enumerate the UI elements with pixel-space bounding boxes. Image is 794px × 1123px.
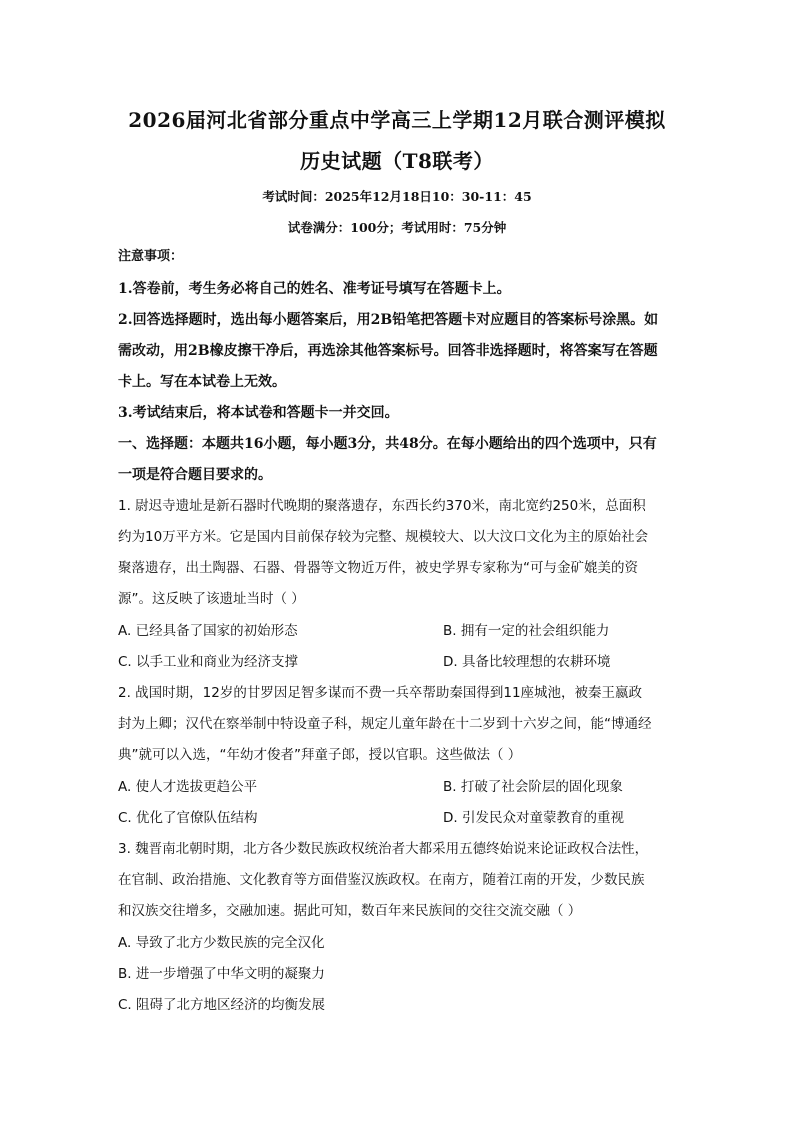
exam-title-line1: 2026届河北省部分重点中学高三上学期12月联合测评模拟 [128, 108, 666, 132]
q1-line2: 约为10万平方米。它是国内目前保存较为完整、规模较大、以大汶口文化为主的原始社会 [118, 529, 649, 545]
q2-line2: 封为上卿；汉代在察举制中特设童子科，规定儿童年龄在十二岁到十六岁之间，能“博通经 [118, 716, 652, 732]
notes-heading: 注意事项： [118, 249, 184, 264]
q2-option-d: D. 引发民众对童蒙教育的重视 [443, 810, 624, 826]
exam-time: 考试时间：2025年12月18日10：30-11：45 [262, 189, 532, 204]
exam-title-line2: 历史试题（T8联考） [300, 149, 494, 173]
q3-option-c: C. 阻碍了北方地区经济的均衡发展 [118, 997, 326, 1013]
note-2-line3: 卡上。写在本试卷上无效。 [118, 374, 286, 390]
q1-option-b: B. 拥有一定的社会组织能力 [443, 623, 610, 639]
note-1: 1.答卷前，考生务必将自己的姓名、准考证号填写在答题卡上。 [118, 281, 511, 297]
q1-option-a: A. 已经具备了国家的初始形态 [118, 623, 298, 639]
exam-info: 试卷满分：100分；考试用时：75分钟 [287, 220, 507, 235]
q2-option-c: C. 优化了官僚队伍结构 [118, 810, 258, 826]
q3-option-a: A. 导致了北方少数民族的完全汉化 [118, 935, 325, 951]
q1-line4: 源”。这反映了该遗址当时（ ） [118, 591, 305, 607]
q3-line3: 和汉族交往增多，交融加速。据此可知，数百年来民族间的交往交流交融（ ） [118, 903, 582, 919]
q3-option-b: B. 进一步增强了中华文明的凝聚力 [118, 966, 325, 982]
q1-line3: 聚落遗存，出土陶器、石器、骨器等文物近万件，被史学界专家称为“可与金矿媲美的资 [118, 560, 638, 576]
section1-line1: 一、选择题：本题共16小题，每小题3分，共48分。在每小题给出的四个选项中，只有 [118, 436, 657, 452]
section1-line2: 一项是符合题目要求的。 [118, 467, 272, 483]
q2-option-b: B. 打破了社会阶层的固化现象 [443, 779, 623, 795]
note-2-line2: 需改动，用2B橡皮擦干净后，再选涂其他答案标号。回答非选择题时，将答案写在答题 [118, 343, 658, 359]
q1-option-d: D. 具备比较理想的农耕环境 [443, 654, 611, 670]
q2-line3: 典”就可以入选，“年幼才俊者”拜童子郎，授以官职。这些做法（ ） [118, 747, 522, 763]
q1-line1: 1. 尉迟寺遗址是新石器时代晚期的聚落遗存，东西长约370米，南北宽约250米，总面积 [118, 498, 646, 514]
note-2-line1: 2.回答选择题时，选出每小题答案后，用2B铅笔把答题卡对应题目的答案标号涂黑。如 [118, 312, 659, 328]
q1-option-c: C. 以手工业和商业为经济支撑 [118, 654, 299, 670]
q2-line1: 2. 战国时期，12岁的甘罗因足智多谋而不费一兵卒帮助秦国得到11座城池，被秦王嬴政 [118, 685, 643, 701]
q3-line1: 3. 魏晋南北朝时期，北方各少数民族政权统治者大都采用五德终始说来论证政权合法性， [118, 841, 649, 857]
q2-option-a: A. 使人才选拔更趋公平 [118, 779, 258, 795]
q3-line2: 在官制、政治措施、文化教育等方面借鉴汉族政权。在南方，随着江南的开发，少数民族 [118, 872, 645, 888]
note-3: 3.考试结束后，将本试卷和答题卡一并交回。 [118, 405, 399, 421]
